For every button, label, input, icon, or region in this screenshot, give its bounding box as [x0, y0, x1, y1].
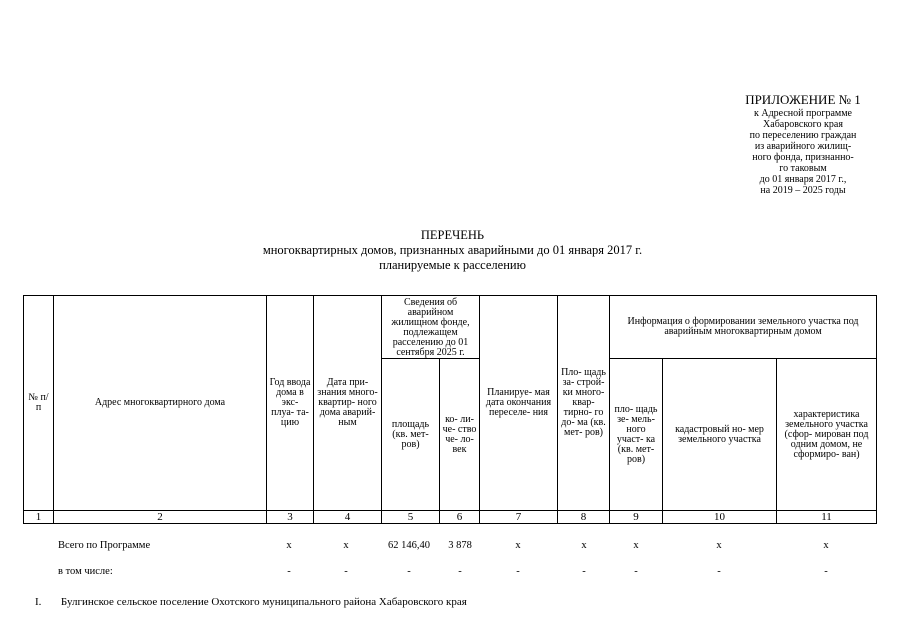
- column-number: 10: [663, 511, 777, 524]
- total-program-label: Всего по Программе: [58, 540, 151, 551]
- column-number: 9: [610, 511, 663, 524]
- including-label: в том числе:: [58, 566, 113, 577]
- column-number: 5: [382, 511, 440, 524]
- appendix-line: до 01 января 2017 г.,: [759, 174, 847, 185]
- header-land-group: Информация о формировании земельного участка под аварийным многоквартирным домом: [610, 296, 877, 359]
- total-cell: 62 146,40: [388, 540, 430, 551]
- header-recognition-date: Дата при- знания много- квартир- ного дома аварий- ным: [314, 296, 382, 511]
- totals-block: [0, 540, 905, 580]
- column-number: 6: [440, 511, 480, 524]
- header-cadastral: кадастровый но- мер земельного участка: [663, 359, 777, 511]
- total-cell: x: [515, 540, 521, 551]
- appendix-block: [718, 92, 888, 196]
- column-number: 3: [267, 511, 314, 524]
- including-cell: -: [717, 566, 721, 577]
- column-number: 2: [54, 511, 267, 524]
- section-heading: [35, 596, 467, 608]
- header-built-area: Пло- щадь за- строй- ки много- квар- тирно- го до- ма (кв. мет- ров): [558, 296, 610, 511]
- header-characteristic: характеристика земельного участка (сфор- мирован под одним домом, не сформиро- ван): [777, 359, 877, 511]
- appendix-line: на 2019 – 2025 годы: [760, 185, 846, 196]
- appendix-line: по переселению граждан: [749, 130, 857, 141]
- appendix-line: к Адресной программе: [754, 108, 852, 119]
- title-heading: ПЕРЕЧЕНЬ: [420, 228, 485, 242]
- appendix-line: Хабаровского края: [763, 119, 843, 130]
- document-title: [0, 228, 905, 273]
- title-subtitle: многоквартирных домов, признанных аварийными до 01 января 2017 г.: [262, 243, 643, 257]
- including-row: [0, 566, 905, 580]
- total-cell: x: [633, 540, 639, 551]
- appendix-line: из аварийного жилищ-: [754, 141, 852, 152]
- including-cell: -: [458, 566, 462, 577]
- header-land-area: пло- щадь зе- мель- ного участ- ка (кв. мет- ров): [610, 359, 663, 511]
- appendix-line: ного фонда, признанно-: [752, 152, 854, 163]
- column-number: 8: [558, 511, 610, 524]
- column-number: 11: [777, 511, 877, 524]
- column-number: 1: [24, 511, 54, 524]
- appendix-heading: ПРИЛОЖЕНИЕ № 1: [745, 92, 861, 107]
- section-number: I.: [35, 596, 42, 608]
- header-address: Адрес многоквартирного дома: [54, 296, 267, 511]
- housing-table: [23, 295, 877, 524]
- total-cell: x: [581, 540, 587, 551]
- total-cell: x: [716, 540, 722, 551]
- header-planned-date: Планируе- мая дата окончания переселе- ния: [480, 296, 558, 511]
- appendix-line: го таковым: [779, 163, 827, 174]
- including-cell: -: [407, 566, 411, 577]
- header-fund-group: Сведения об аварийном жилищном фонде, подлежащем расселению до 01 сентября 2025 г.: [382, 296, 480, 359]
- including-cell: -: [344, 566, 348, 577]
- total-program-row: [0, 540, 905, 554]
- section-text: Булгинское сельское поселение Охотского муниципального района Хабаровского края: [60, 596, 467, 608]
- total-cell: 3 878: [448, 540, 472, 551]
- column-number: 7: [480, 511, 558, 524]
- including-cell: -: [634, 566, 638, 577]
- column-number-row: [24, 511, 877, 524]
- header-fund-area: площадь (кв. мет- ров): [382, 359, 440, 511]
- title-subtitle-2: планируемые к расселению: [379, 258, 526, 272]
- including-cell: -: [824, 566, 828, 577]
- including-cell: -: [516, 566, 520, 577]
- total-cell: x: [343, 540, 349, 551]
- including-cell: -: [582, 566, 586, 577]
- column-number: 4: [314, 511, 382, 524]
- header-num: № п/п: [24, 296, 54, 511]
- header-fund-people: ко- ли- че- ство че- ло- век: [440, 359, 480, 511]
- total-cell: x: [823, 540, 829, 551]
- total-cell: x: [286, 540, 292, 551]
- header-year: Год ввода дома в экс- плуа- та- цию: [267, 296, 314, 511]
- including-cell: -: [287, 566, 291, 577]
